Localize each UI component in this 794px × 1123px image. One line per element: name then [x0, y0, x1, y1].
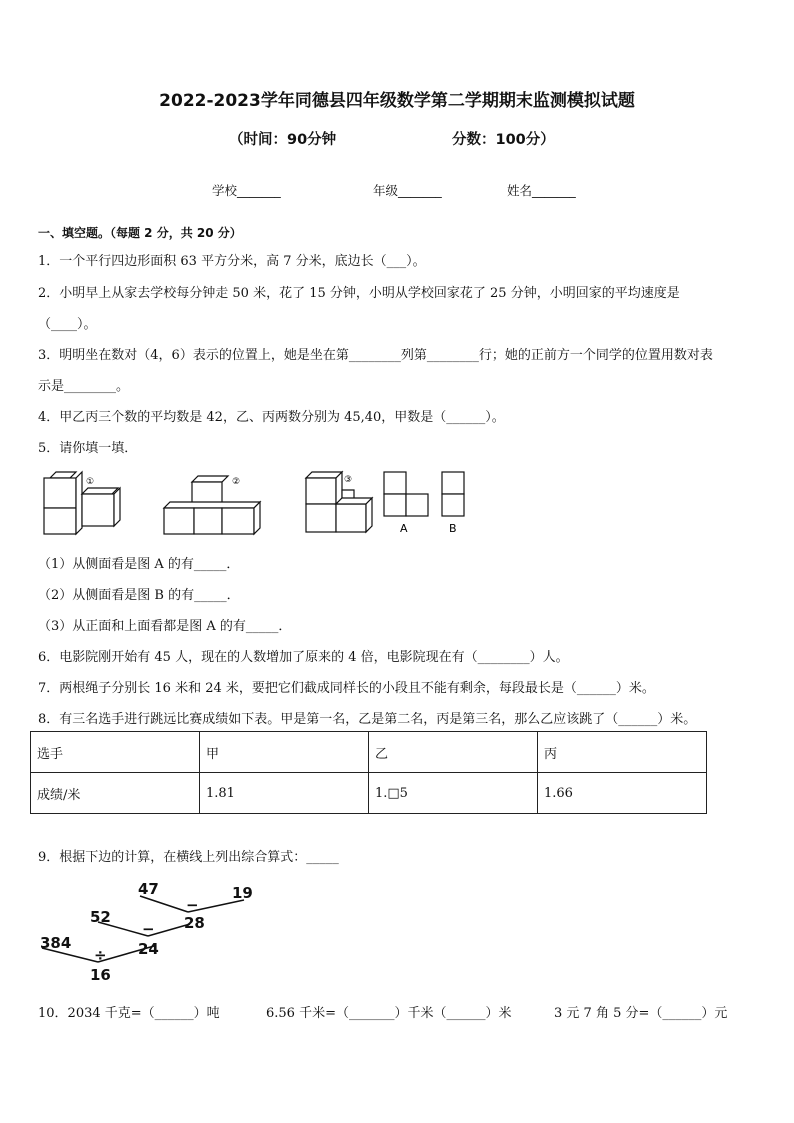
table-cell: 1.81: [200, 773, 369, 814]
question-9: 9．根据下边的计算，在横线上列出综合算式：_____: [38, 850, 339, 865]
question-5-3: （3）从正面和上面看都是图 A 的有_____．: [38, 619, 292, 634]
table-cell: 1.66: [538, 773, 707, 814]
minus-sign: −: [186, 896, 199, 914]
question-7: 7．两根绳子分别长 16 米和 24 米，要把它们截成同样长的小段且不能有剩余，每段最长是（______）米。: [38, 681, 655, 696]
question-6: 6．电影院刚开始有 45 人，现在的人数增加了原来的 4 倍，电影院现在有（________）人。: [38, 650, 569, 665]
num-19: 19: [232, 884, 253, 902]
fig-label-a: A: [400, 522, 408, 535]
table-cell: 成绩/米: [31, 773, 200, 814]
question-5-2: （2）从侧面看是图 B 的有_____．: [38, 588, 240, 603]
cube-figure-2: [164, 476, 260, 534]
question-1: 1．一个平行四边形面积 63 平方分米，高 7 分米，底边长（___）。: [38, 254, 426, 269]
exam-score: 分数：100分）: [452, 132, 555, 148]
fig-label-1: ①: [86, 477, 95, 487]
table-cell: 甲: [200, 732, 369, 773]
exam-time: （时间：90分钟: [229, 132, 337, 148]
table-cell: 乙: [369, 732, 538, 773]
num-384: 384: [40, 934, 72, 952]
num-52: 52: [90, 908, 111, 926]
question-4: 4．甲乙丙三个数的平均数是 42，乙、丙两数分别为 45,40，甲数是（______）。: [38, 410, 505, 425]
num-28: 28: [184, 914, 205, 932]
cube-figure-1: [44, 472, 120, 534]
fig-label-3: ③: [344, 475, 353, 485]
exam-title: 2022-2023学年同德县四年级数学第二学期期末监测模拟试题: [159, 91, 635, 111]
fig-label-2: ②: [232, 477, 241, 487]
question-2-line1: 2．小明早上从家去学校每分钟走 50 米，花了 15 分钟，小明从学校回家花了 25 分钟，小明回家的平均速度是: [38, 286, 680, 301]
cube-figure-3: [306, 472, 372, 532]
cube-figures: [38, 470, 478, 536]
view-figure-a: [384, 472, 428, 516]
grade-field: 年级_______: [373, 183, 442, 198]
num-16: 16: [90, 966, 111, 984]
divide-sign: ÷: [94, 946, 107, 964]
section-heading: 一、填空题。（每题 2 分，共 20 分）: [38, 226, 242, 240]
minus-sign: −: [142, 920, 155, 938]
score-table: [30, 731, 707, 814]
question-8: 8．有三名选手进行跳远比赛成绩如下表。甲是第一名，乙是第二名，丙是第三名，那么乙应该跳了（______）米。: [38, 712, 697, 727]
view-figure-b: [442, 472, 464, 516]
calculation-diagram: [38, 876, 268, 986]
num-47: 47: [138, 880, 159, 898]
question-10c: 3 元 7 角 5 分=（______）元: [554, 1006, 728, 1021]
question-3-line1: 3．明明坐在数对（4，6）表示的位置上，她是坐在第________列第________行；她的正前方一个同学的位置用数对表: [38, 348, 713, 363]
question-10b: 6.56 千米=（_______）千米（______）米: [266, 1006, 512, 1021]
question-2-line2: （____）。: [38, 317, 97, 332]
question-5: 5．请你填一填．: [38, 441, 138, 456]
table-row: [31, 773, 707, 814]
question-10a: 10．2034 千克=（______）吨: [38, 1006, 220, 1021]
table-cell: 1.□5: [369, 773, 538, 814]
question-5-1: （1）从侧面看是图 A 的有_____．: [38, 557, 240, 572]
num-24: 24: [138, 940, 159, 958]
school-field: 学校_______: [212, 183, 281, 198]
table-row: [31, 732, 707, 773]
name-field: 姓名_______: [507, 183, 576, 198]
question-3-line2: 示是________。: [38, 379, 130, 394]
fig-label-b: B: [449, 522, 457, 535]
table-cell: 丙: [538, 732, 707, 773]
table-cell: 选手: [31, 732, 200, 773]
